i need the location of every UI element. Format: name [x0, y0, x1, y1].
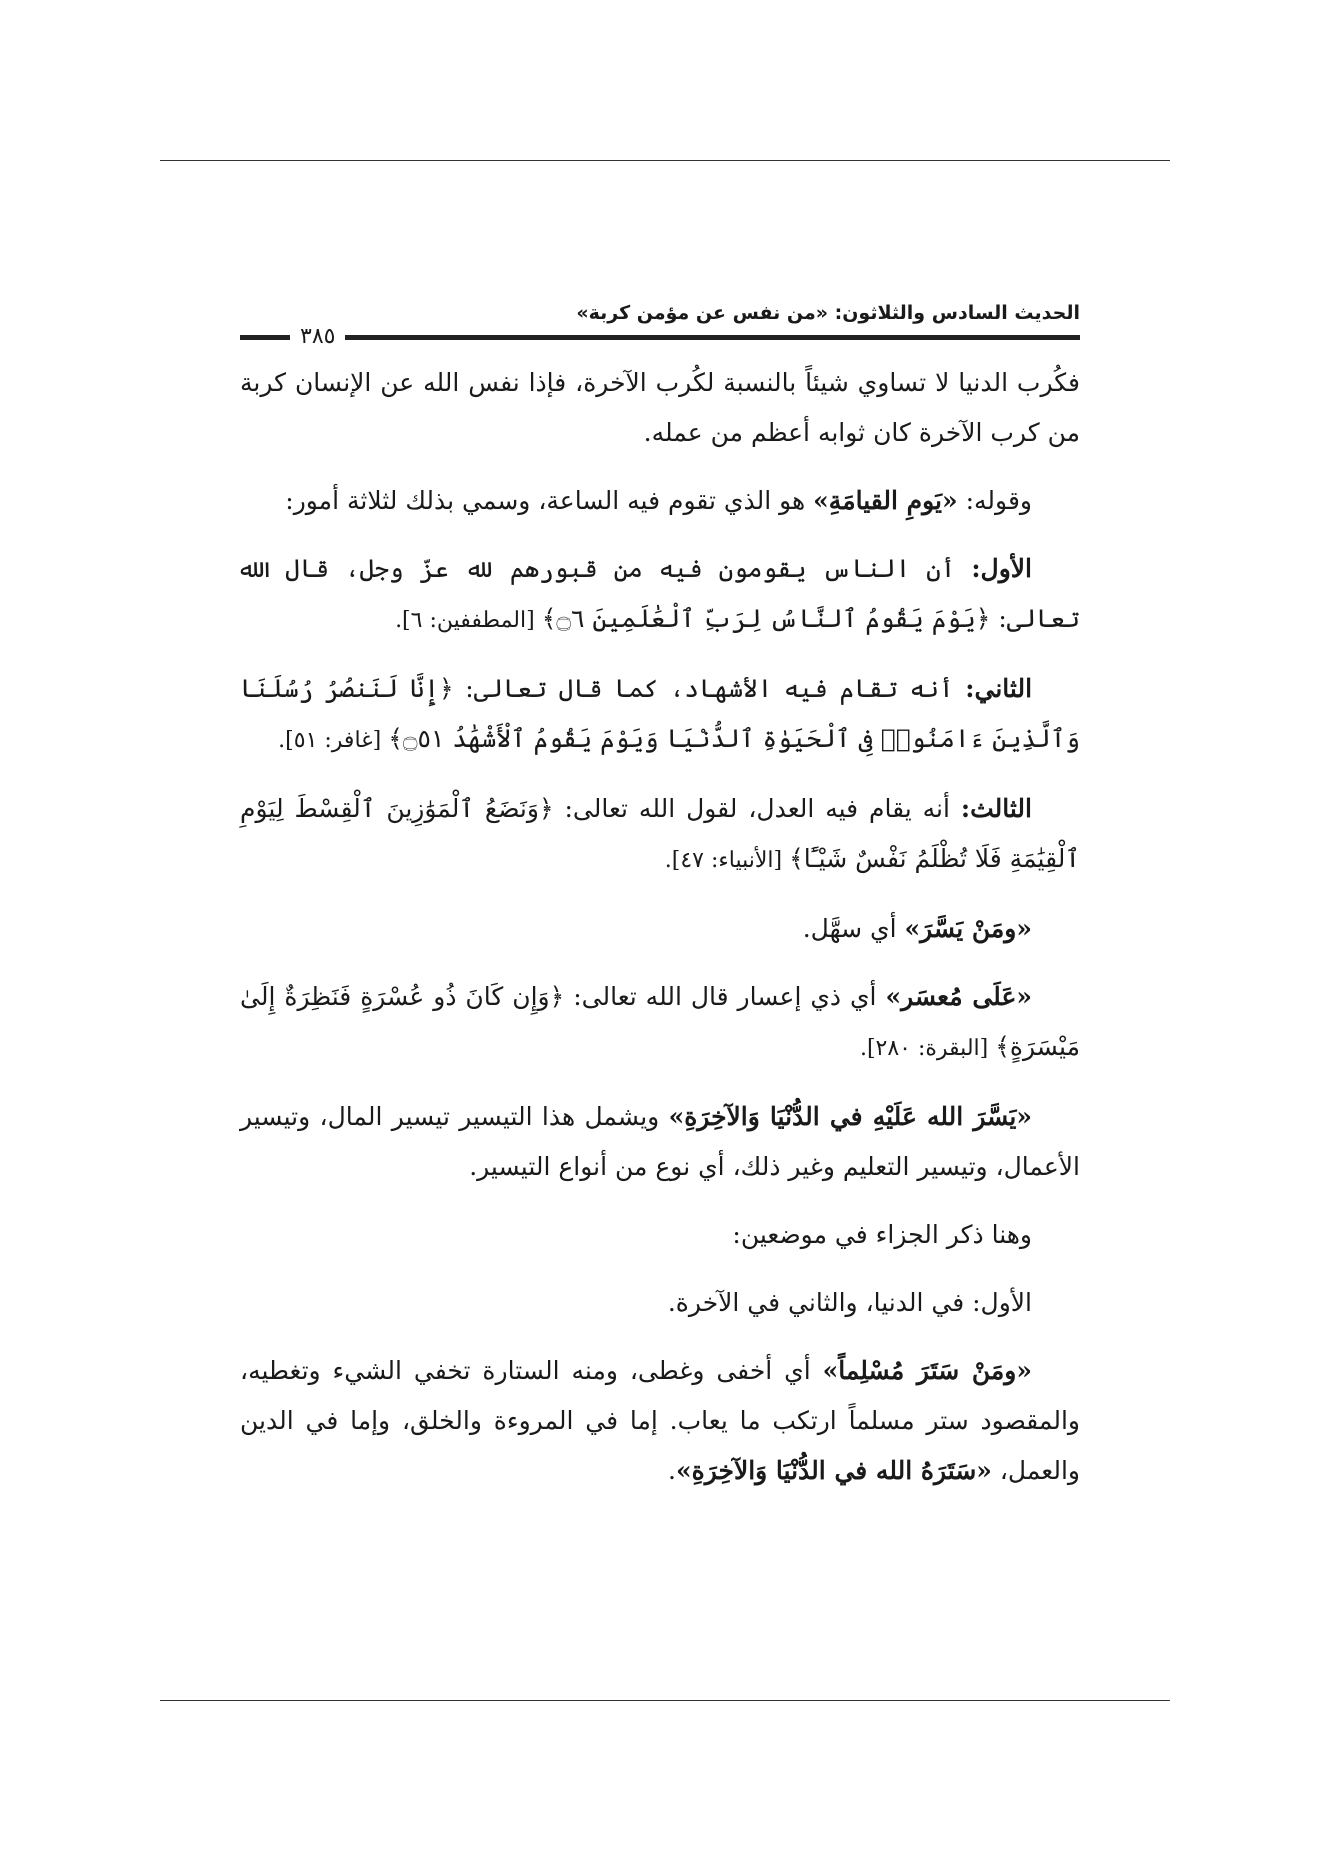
body-paragraph — [240, 1278, 1080, 1328]
paragraph-text: ويشمل هذا التيسير تيسير المال، وتيسير الأعمال، وتيسير التعليم وغير ذلك، أي نوع من أنواع التيسير. — [240, 1102, 1080, 1181]
hadith-quote: «عَلَى مُعسَر» — [885, 982, 1032, 1011]
quran-verse: ﴿وَنَضَعُ ٱلْمَوَٰزِينَ ٱلْقِسْطَ لِيَوْمِ ٱلْقِيَٰمَةِ فَلَا تُظْلَمُ نَفْسٌ شَيْـًٔا﴾ — [240, 794, 1080, 873]
page-number-tail-rule — [240, 335, 290, 340]
page-body — [240, 358, 1080, 1496]
running-head — [240, 290, 1080, 324]
body-paragraph — [240, 972, 1080, 1074]
paragraph-text: أن الناس يقومون فيه من قبورهم لله عزّ وجل، قال الله تعالى: — [240, 554, 1080, 633]
verse-reference: [البقرة: ٢٨٠]. — [859, 1036, 996, 1061]
verse-reference: [المطففين: ٦]. — [395, 608, 542, 633]
scan-bottom-rule — [160, 1700, 1170, 1701]
paragraph-text: الأول: في الدنيا، والثاني في الآخرة. — [667, 1288, 1032, 1317]
hadith-quote: «يَسَّرَ الله عَلَيْهِ في الدُّنْيَا وَالآخِرَةِ» — [668, 1102, 1033, 1131]
paragraph-text: أي سهَّل. — [802, 914, 905, 943]
paragraph-text: وهنا ذكر الجزاء في موضعين: — [732, 1220, 1032, 1249]
body-paragraph — [240, 664, 1080, 766]
paragraph-text: أنه يقام فيه العدل، لقول الله تعالى: — [553, 794, 961, 823]
verse-reference: [غافر: ٥١]. — [278, 728, 389, 753]
body-paragraph — [240, 1092, 1080, 1192]
body-paragraph — [240, 904, 1080, 954]
body-paragraph — [240, 1210, 1080, 1260]
paragraph-text: أي ذي إعسار قال الله تعالى: — [564, 982, 886, 1011]
quran-verse: ﴿وَإِن كَانَ ذُو عُسْرَةٍ فَنَظِرَةٌ إِلَىٰ مَيْسَرَةٍ﴾ — [240, 982, 1080, 1061]
running-head-title: الحديث السادس والثلاثون: «من نفس عن مؤمن كربة» — [576, 302, 1080, 324]
hadith-quote: «يَومِ القيامَةِ» — [813, 486, 958, 515]
hadith-quote: «سَتَرَهُ الله في الدُّنْيَا وَالآخِرَةِ» — [675, 1456, 992, 1485]
page-number: ٣٨٥ — [300, 324, 336, 349]
body-paragraph — [240, 1346, 1080, 1496]
paragraph-text: فكُرب الدنيا لا تساوي شيئاً بالنسبة لكُرب الآخرة، فإذا نفس الله عن الإنسان كربة من كرب الآخرة كان ثوابه أعظم من عمله. — [240, 368, 1080, 447]
head-rule-bar — [345, 335, 1080, 340]
paragraph-text: . — [668, 1456, 676, 1485]
hadith-quote: «ومَنْ سَتَرَ مُسْلِماً» — [822, 1356, 1032, 1385]
paragraph-text: أنه تقام فيه الأشهاد، كما قال تعالى: — [453, 674, 966, 703]
paragraph-text: وقوله: — [957, 486, 1032, 515]
paragraph-text: أي أخفى وغطى، ومنه الستارة تخفي الشيء وتغطيه، والمقصود ستر مسلماً ارتكب ما يعاب. إما في المروءة والخلق، وإما في الدين والعمل، — [240, 1356, 1080, 1485]
hadith-quote: «ومَنْ يَسَّرَ» — [904, 914, 1032, 943]
paragraph-text: هو الذي تقوم فيه الساعة، وسمي بذلك لثلاثة أمور: — [285, 486, 814, 515]
point-label: الأول: — [971, 554, 1032, 583]
book-page — [240, 290, 1080, 1514]
scan-top-rule — [160, 160, 1170, 161]
body-paragraph — [240, 784, 1080, 886]
point-label: الثالث: — [960, 794, 1032, 823]
quran-verse: ﴿يَوْمَ يَقُومُ ٱلنَّاسُ لِرَبِّ ٱلْعَٰلَمِينَ ۝٦﴾ — [541, 604, 991, 633]
body-paragraph — [240, 544, 1080, 646]
point-label: الثاني: — [965, 674, 1033, 703]
running-head-rule — [240, 326, 1080, 348]
verse-reference: [الأنبياء: ٤٧]. — [664, 848, 790, 873]
body-paragraph — [240, 358, 1080, 458]
body-paragraph — [240, 476, 1080, 526]
quran-verse: ﴿إِنَّا لَنَنصُرُ رُسُلَنَا وَٱلَّذِينَ ءَامَنُوا۟ فِى ٱلْحَيَوٰةِ ٱلدُّنْيَا وَيَوْمَ يَقُومُ ٱلْأَشْهَٰدُ ۝٥١﴾ — [240, 674, 1080, 753]
